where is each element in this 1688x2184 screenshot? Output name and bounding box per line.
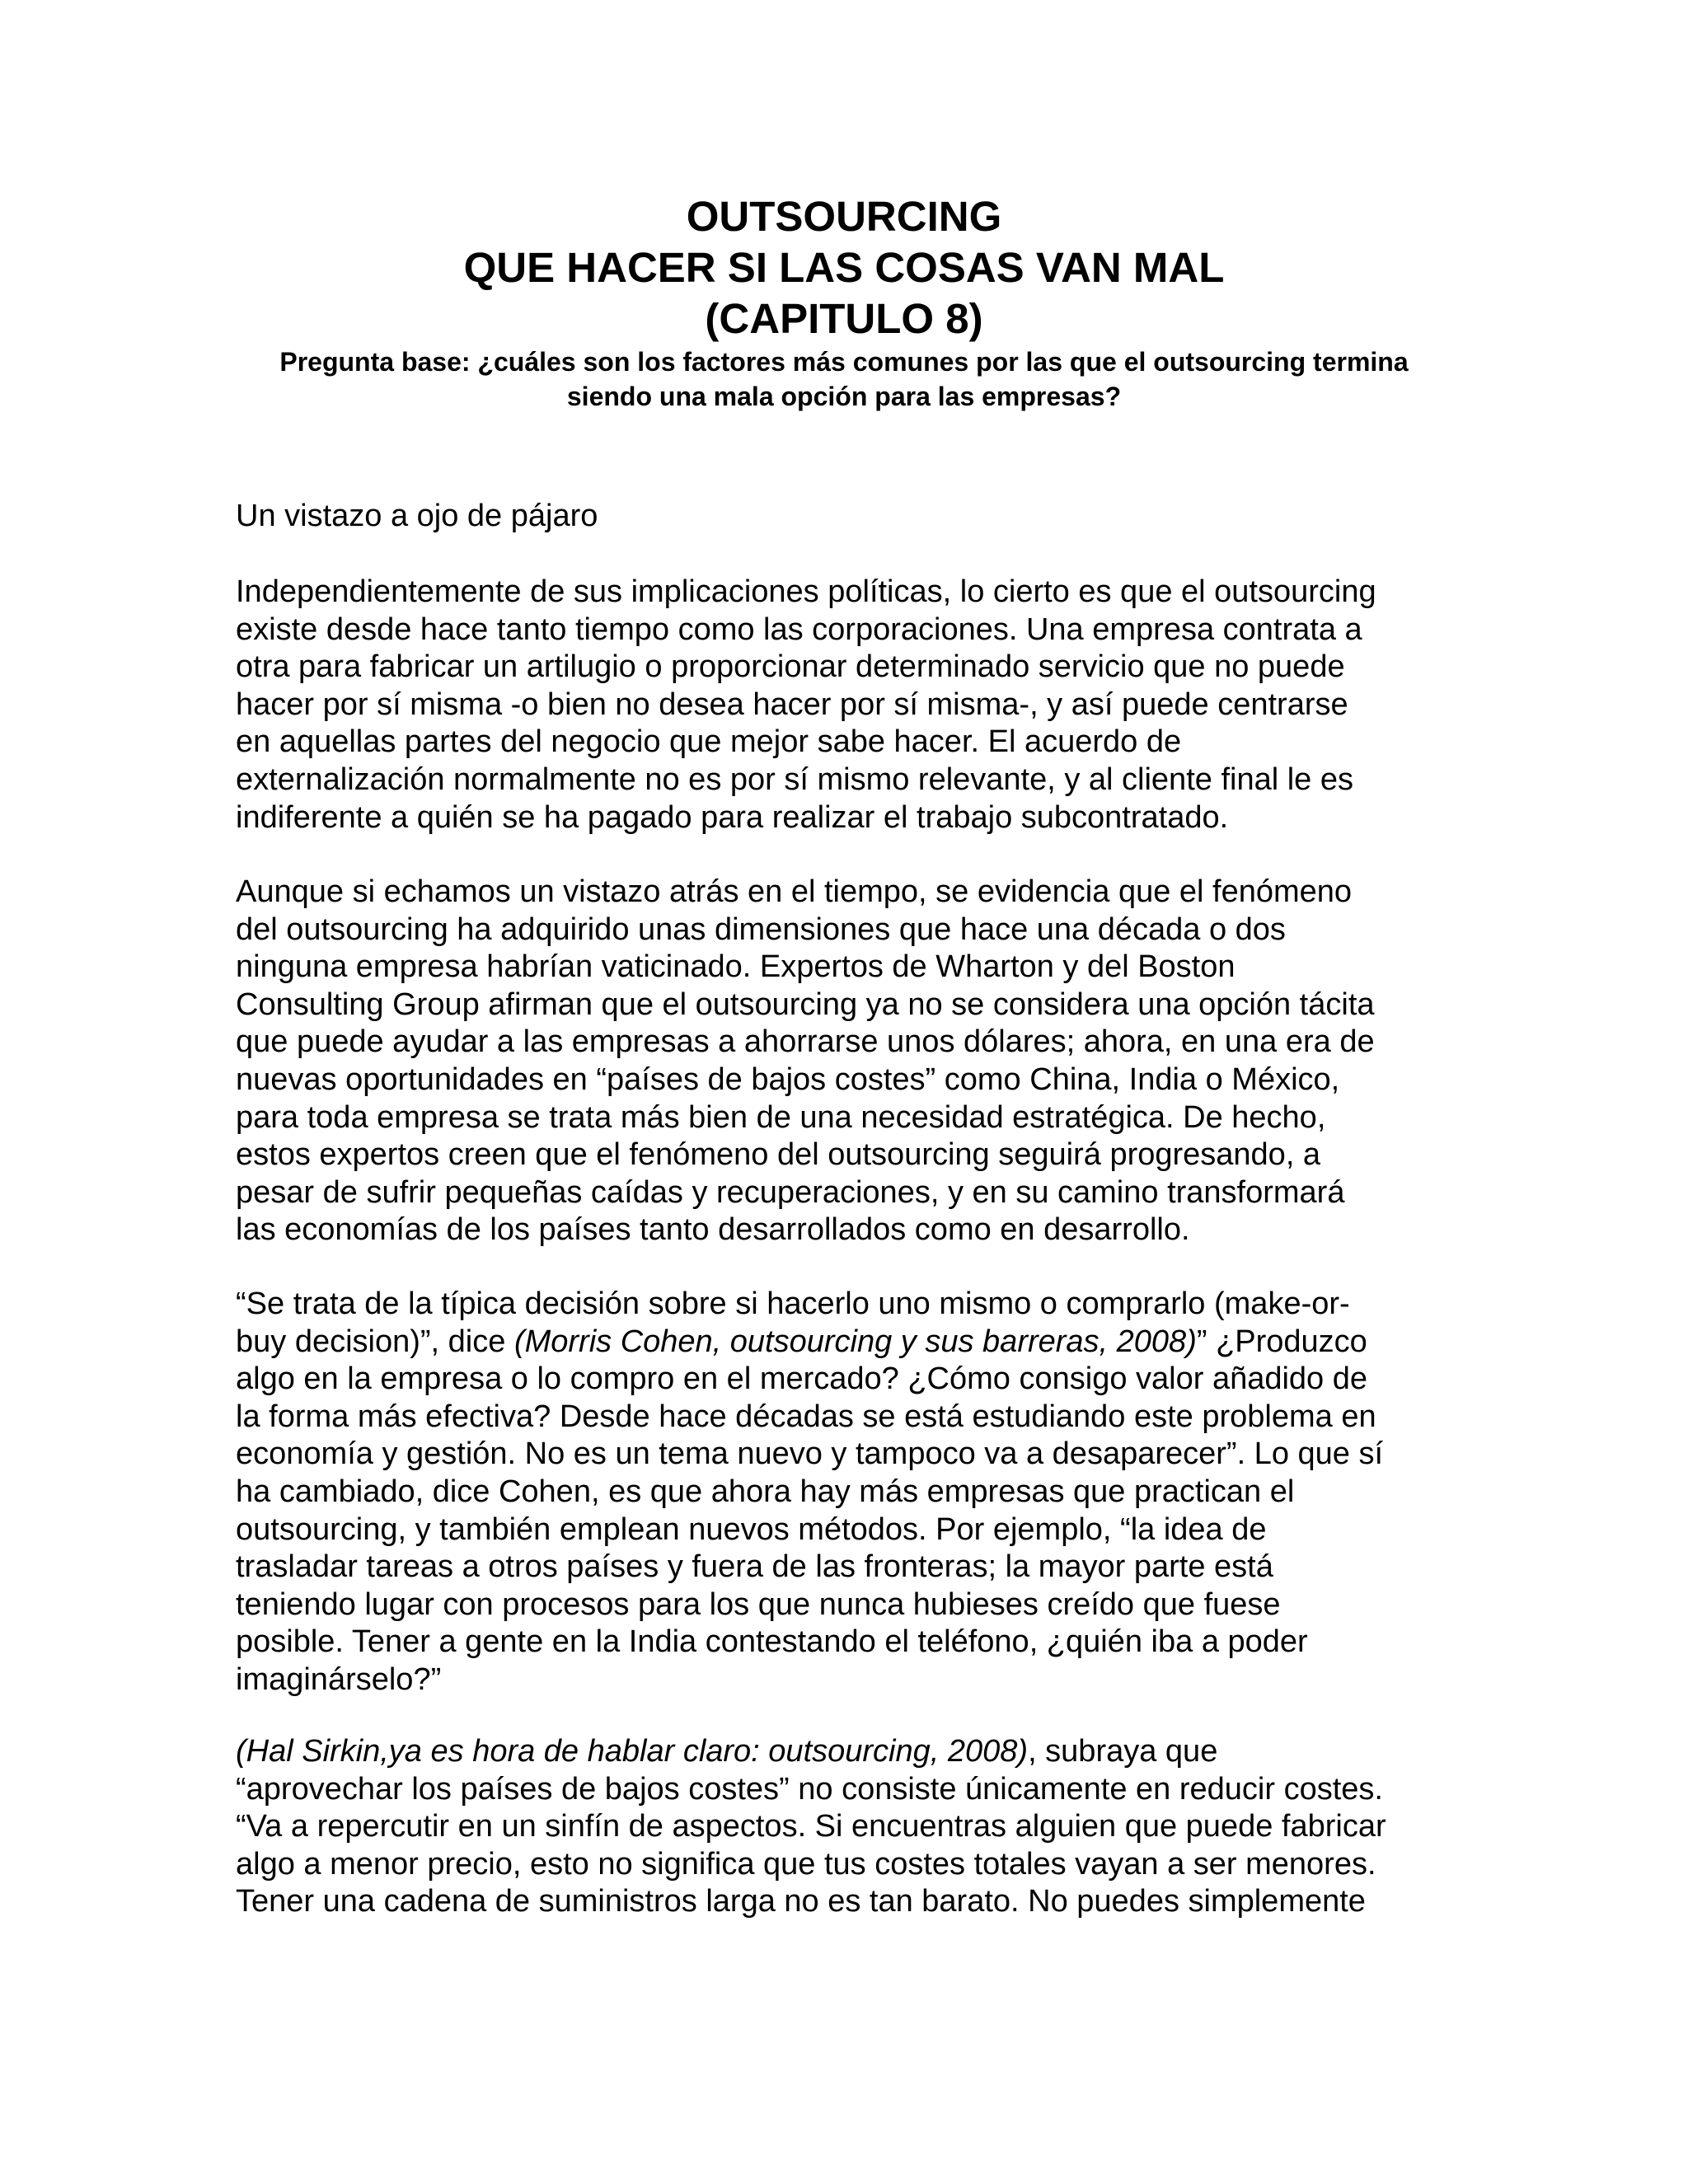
paragraph-1-line: externalización normalmente no es por sí mismo relevante, y al cliente final le es bbox=[236, 762, 1353, 797]
paragraph-1 bbox=[236, 574, 1452, 837]
paragraph-3-line: posible. Tener a gente en la India contestando el teléfono, ¿quién iba a poder bbox=[236, 1624, 1308, 1660]
paragraph-4-line bbox=[236, 1733, 1452, 1771]
paragraph-4-line: “aprovechar los países de bajos costes” no consiste únicamente en reducir costes. bbox=[236, 1771, 1383, 1807]
paragraph-1-line: indiferente a quién se ha pagado para realizar el trabajo subcontratado. bbox=[236, 799, 1229, 835]
document-title bbox=[0, 191, 1688, 344]
base-question-line-1: Pregunta base: ¿cuáles son los factores más comunes por las que el outsourcing termina bbox=[279, 347, 1409, 377]
title-line-3: (CAPITULO 8) bbox=[705, 295, 983, 342]
paragraph-3-line: la forma más efectiva? Desde hace décadas se está estudiando este problema en bbox=[236, 1399, 1376, 1434]
paragraph-2 bbox=[236, 874, 1452, 1249]
title-line-2: QUE HACER SI LAS COSAS VAN MAL bbox=[463, 244, 1225, 291]
paragraph-4-text: , subraya que bbox=[1028, 1734, 1218, 1769]
paragraph-2-line: para toda empresa se trata más bien de una necesidad estratégica. De hecho, bbox=[236, 1099, 1326, 1135]
title-line-1: OUTSOURCING bbox=[686, 193, 1002, 240]
paragraph-3-line bbox=[236, 1324, 1452, 1361]
base-question bbox=[247, 344, 1441, 414]
paragraph-4-line: “Va a repercutir en un sinfín de aspectos. Si encuentras alguien que puede fabricar bbox=[236, 1809, 1386, 1844]
paragraph-4 bbox=[236, 1733, 1452, 1921]
paragraph-2-line: ninguna empresa habrían vaticinado. Expertos de Wharton y del Boston bbox=[236, 949, 1236, 985]
paragraph-3-text: ” ¿Produzco bbox=[1196, 1324, 1367, 1359]
paragraph-2-line: estos expertos creen que el fenómeno del outsourcing seguirá progresando, a bbox=[236, 1137, 1321, 1173]
paragraph-3-line: outsourcing, y también emplean nuevos métodos. Por ejemplo, “la idea de bbox=[236, 1511, 1267, 1547]
paragraph-1-line: otra para fabricar un artilugio o proporcionar determinado servicio que no puede bbox=[236, 649, 1345, 685]
paragraph-1-line: hacer por sí misma -o bien no desea hacer por sí misma-, y así puede centrarse bbox=[236, 687, 1348, 722]
paragraph-4-line: algo a menor precio, esto no significa que tus costes totales vayan a ser menores. bbox=[236, 1846, 1376, 1882]
paragraph-4-line: Tener una cadena de suministros larga no es tan barato. No puedes simplemente bbox=[236, 1884, 1366, 1919]
paragraph-3-line: imaginárselo?” bbox=[236, 1661, 442, 1697]
paragraph-3-line: trasladar tareas a otros países y fuera de las fronteras; la mayor parte está bbox=[236, 1549, 1273, 1585]
base-question-line-2: siendo una mala opción para las empresas? bbox=[566, 382, 1122, 411]
paragraph-3-line: teniendo lugar con procesos para los que nunca hubieses creído que fuese bbox=[236, 1586, 1281, 1622]
paragraph-3 bbox=[236, 1286, 1452, 1699]
paragraph-2-line: las economías de los países tanto desarrollados como en desarrollo. bbox=[236, 1212, 1190, 1248]
paragraph-2-line: Consulting Group afirman que el outsourcing ya no se considera una opción tácita bbox=[236, 987, 1375, 1022]
paragraph-2-line: que puede ayudar a las empresas a ahorrarse unos dólares; ahora, en una era de bbox=[236, 1024, 1375, 1060]
paragraph-3-line: algo en la empresa o lo compro en el mercado? ¿Cómo consigo valor añadido de bbox=[236, 1361, 1368, 1397]
paragraph-2-line: nuevas oportunidades en “países de bajos costes” como China, India o México, bbox=[236, 1062, 1340, 1097]
paragraph-3-line: “Se trata de la típica decisión sobre si hacerlo uno mismo o comprarlo (make-or- bbox=[236, 1286, 1350, 1321]
paragraph-3-line: economía y gestión. No es un tema nuevo y tampoco va a desaparecer”. Lo que sí bbox=[236, 1436, 1384, 1472]
citation-cohen: (Morris Cohen, outsourcing y sus barreras, 2008) bbox=[513, 1324, 1197, 1359]
paragraph-2-line: del outsourcing ha adquirido unas dimensiones que hace una década o dos bbox=[236, 912, 1286, 947]
paragraph-1-line: existe desde hace tanto tiempo como las corporaciones. Una empresa contrata a bbox=[236, 612, 1362, 647]
section-heading: Un vistazo a ojo de pájaro bbox=[236, 499, 598, 533]
paragraph-3-text: buy decision)”, dice bbox=[236, 1324, 514, 1359]
paragraph-2-line: pesar de sufrir pequeñas caídas y recuperaciones, y en su camino transformará bbox=[236, 1174, 1345, 1210]
paragraph-2-line: Aunque si echamos un vistazo atrás en el tiempo, se evidencia que el fenómeno bbox=[236, 874, 1353, 909]
citation-sirkin: (Hal Sirkin,ya es hora de hablar claro: outsourcing, 2008) bbox=[236, 1734, 1029, 1769]
paragraph-1-line: en aquellas partes del negocio que mejor sabe hacer. El acuerdo de bbox=[236, 724, 1182, 760]
paragraph-1-line: Independientemente de sus implicaciones políticas, lo cierto es que el outsourcing bbox=[236, 574, 1376, 609]
paragraph-3-line: ha cambiado, dice Cohen, es que ahora hay más empresas que practican el bbox=[236, 1474, 1295, 1509]
